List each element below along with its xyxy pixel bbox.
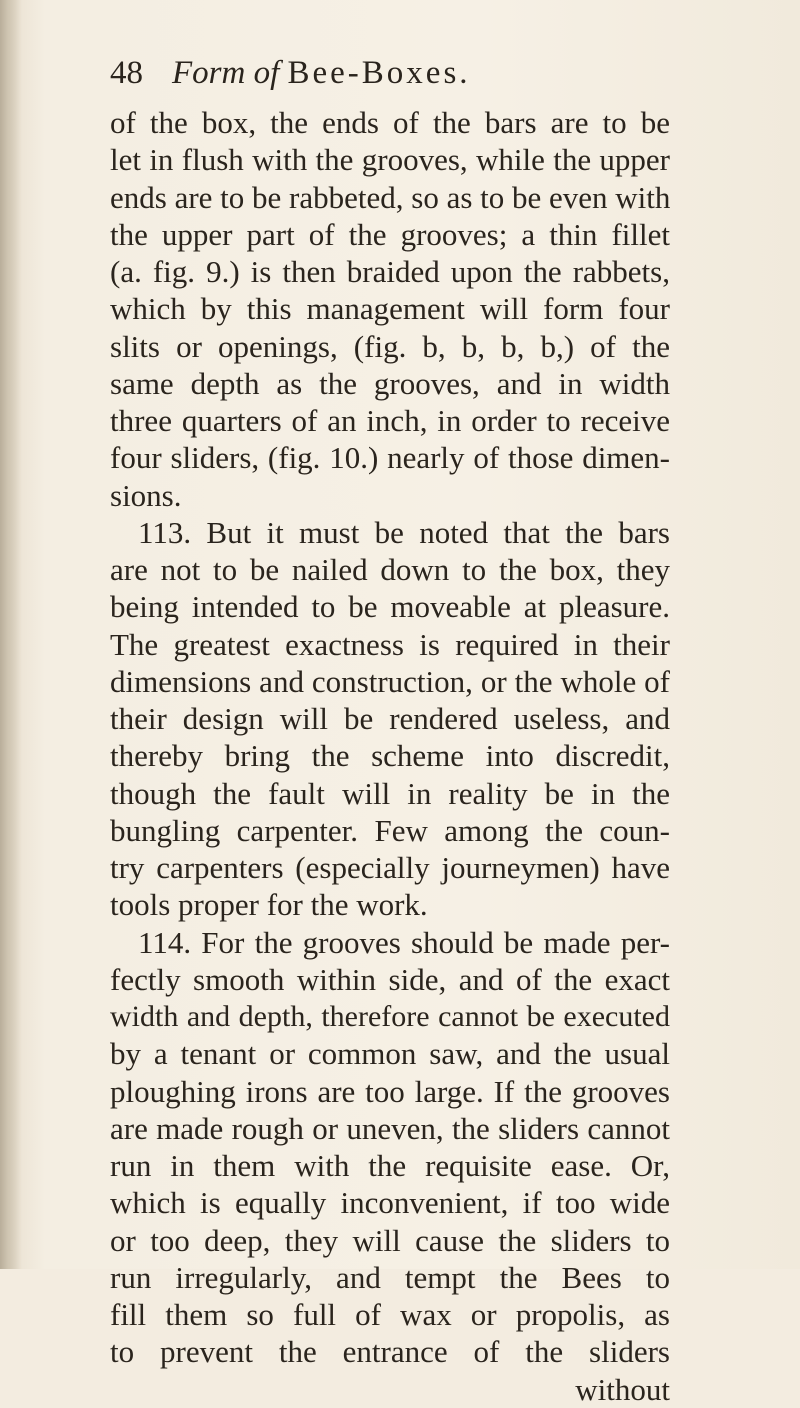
text-line: which by this management will form four [110,291,670,327]
running-head [110,48,670,98]
text-line: four sliders, (fig. 10.) nearly of those dimen- [110,440,670,476]
text-line: run irregularly, and tempt the Bees to [110,1259,670,1295]
text-line: or too deep, they will cause the sliders to [110,1222,670,1258]
text-line: let in flush with the grooves, while the upper [110,142,670,178]
text-line: being intended to be moveable at pleasure. [110,589,670,625]
running-title-caps: Bee-Boxes. [287,55,471,91]
catchword: without [575,1371,670,1407]
text-line: the upper part of the grooves; a thin fillet [110,216,670,252]
running-title [172,48,471,98]
text-line: tools proper for the work. [110,887,428,923]
running-title-italic: Form of [172,55,280,91]
text-line: of the box, the ends of the bars are to be [110,105,670,140]
gutter-shadow [0,0,22,1269]
text-line: fill them so full of wax or propolis, as [110,1297,670,1332]
text-line: bungling carpenter. Few among the coun- [110,812,670,848]
text-line: slits or openings, (fig. b, b, b, b,) of the [110,328,670,364]
text-line: are made rough or uneven, the sliders cannot [110,1110,670,1146]
text-line: try carpenters (especially journeymen) have [110,850,670,885]
text-line: ends are to be rabbeted, so as to be even with [110,179,671,215]
text-line: by a tenant or common saw, and the usual [110,1036,670,1072]
text-line: dimensions and construction, or the whole of [110,663,670,699]
text-line: run in them with the requisite ease. Or, [110,1148,670,1183]
text-line: 114. For the grooves should be made per- [138,924,670,960]
text-line: The greatest exactness is required in their [110,626,670,662]
text-line: though the fault will in reality be in the [110,775,670,811]
text-line: (a. fig. 9.) is then braided upon the rabbets, [110,254,670,289]
text-line: are not to be nailed down to the box, they [110,552,670,587]
text-line: which is equally inconvenient, if too wide [110,1185,670,1221]
page-number: 48 [110,55,143,91]
text-line: same depth as the grooves, and in width [110,365,670,401]
text-line: to prevent the entrance of the sliders [110,1334,670,1370]
text-line: fectly smooth within side, and of the exact [110,961,670,997]
text-line: three quarters of an inch, in order to receive [110,403,670,438]
text-line: 113. But it must be noted that the bars [138,514,670,550]
text-line: width and depth, therefore cannot be executed [110,1000,670,1033]
text-line: their design will be rendered useless, and [110,701,670,736]
text-line: thereby bring the scheme into discredit, [110,738,670,774]
text-line: sions. [110,477,182,513]
body-text [110,104,670,1408]
text-line: ploughing irons are too large. If the grooves [110,1073,670,1109]
